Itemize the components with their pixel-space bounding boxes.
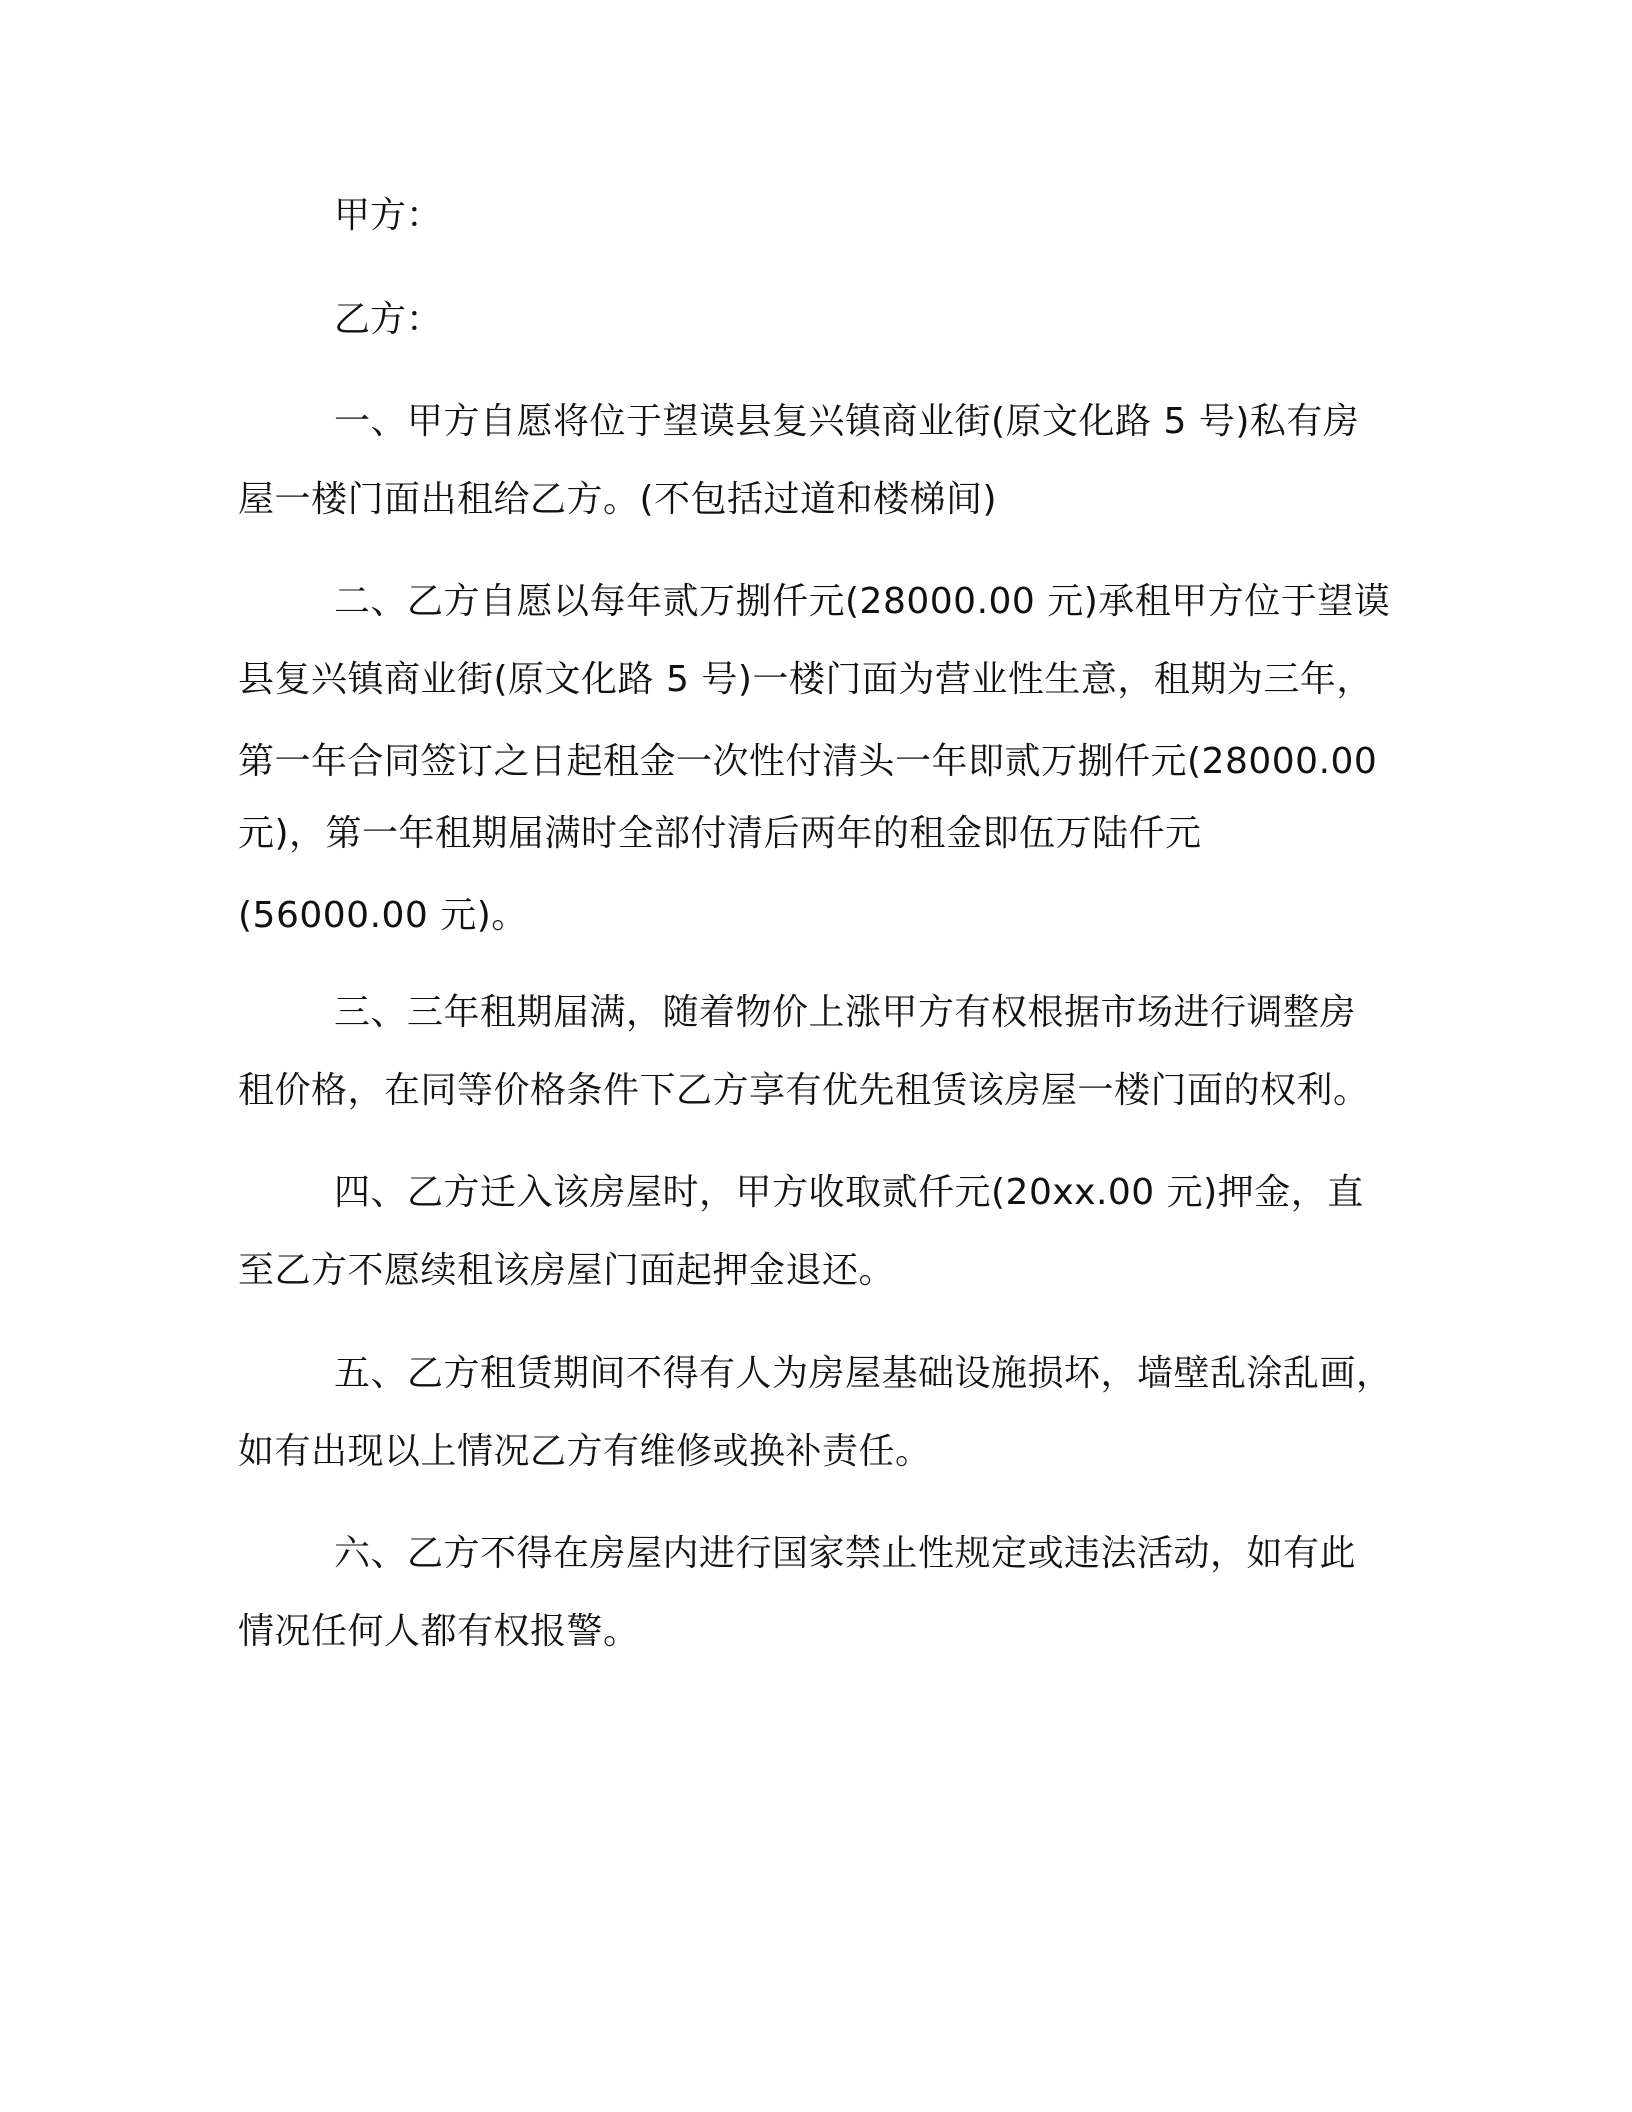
clause-line: 二、乙方自愿以每年贰万捌仟元(28000.00 元)承租甲方位于望谟 xyxy=(334,581,1391,622)
clause-1 xyxy=(238,400,1398,522)
clause-4 xyxy=(238,1171,1398,1293)
clause-line: 四、乙方迁入该房屋时，甲方收取贰仟元(20xx.00 元)押金，直 xyxy=(334,1172,1364,1213)
clause-line: 三、三年租期届满，随着物价上涨甲方有权根据市场进行调整房 xyxy=(334,992,1357,1033)
clause-line: (56000.00 元)。 xyxy=(238,895,528,936)
party-b-label: 乙方： xyxy=(334,299,443,340)
clause-line: 租价格，在同等价格条件下乙方享有优先租赁该房屋一楼门面的权利。 xyxy=(238,1070,1370,1111)
clause-line: 如有出现以上情况乙方有维修或换补责任。 xyxy=(238,1431,932,1472)
clause-2 xyxy=(238,580,1398,938)
clause-6 xyxy=(238,1532,1398,1654)
clause-line: 一、甲方自愿将位于望谟县复兴镇商业街(原文化路 5 号)私有房 xyxy=(334,401,1360,442)
clause-line: 五、乙方租赁期间不得有人为房屋基础设施损坏，墙壁乱涂乱画， xyxy=(334,1353,1393,1394)
clause-line: 情况任何人都有权报警。 xyxy=(238,1611,640,1652)
clause-line: 第一年合同签订之日起租金一次性付清头一年即贰万捌仟元(28000.00 xyxy=(238,741,1378,782)
clause-line: 元)，第一年租期届满时全部付清后两年的租金即伍万陆仟元 xyxy=(238,813,1202,854)
clause-line: 县复兴镇商业街(原文化路 5 号)一楼门面为营业性生意，租期为三年， xyxy=(238,659,1373,700)
clause-5 xyxy=(238,1352,1398,1474)
party-a-label: 甲方： xyxy=(334,195,443,236)
clause-line: 至乙方不愿续租该房屋门面起押金退还。 xyxy=(238,1250,896,1291)
clause-3 xyxy=(238,991,1398,1113)
clause-line: 屋一楼门面出租给乙方。(不包括过道和楼梯间) xyxy=(238,479,998,520)
clause-line: 六、乙方不得在房屋内进行国家禁止性规定或违法活动，如有此 xyxy=(334,1533,1357,1574)
